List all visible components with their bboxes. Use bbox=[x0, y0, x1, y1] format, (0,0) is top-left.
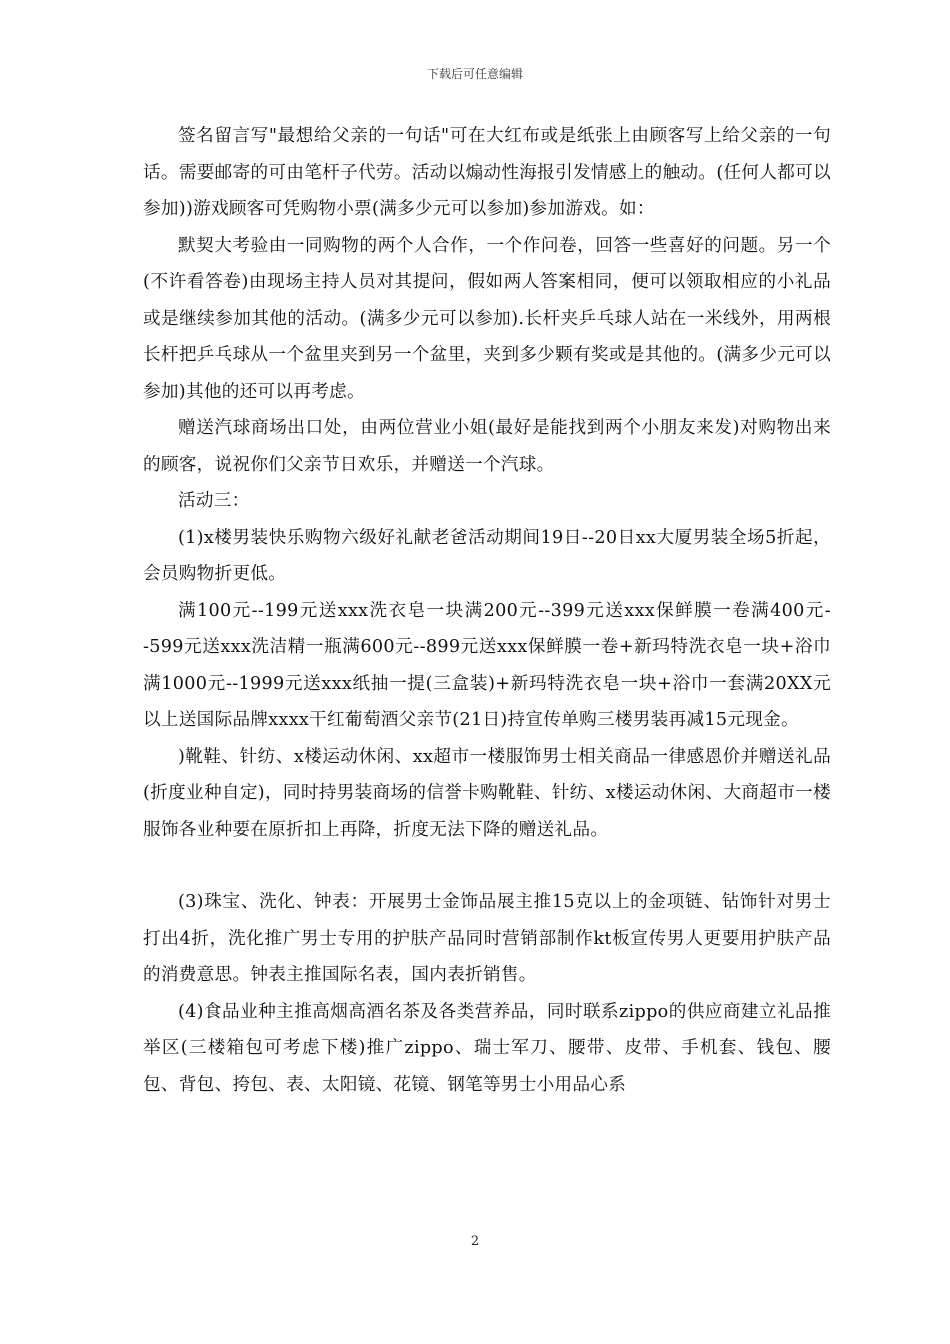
paragraph-food-gifts: (4)食品业种主推高烟高酒名茶及各类营养品，同时联系zippo的供应商建立礼品推举区(三楼箱包可考虑下楼)推广zippo、瑞士军刀、腰带、皮带、手机套、钱包、腰包、背包、挎包、表、太阳镜、花镜、钢笔等男士小用品心系 bbox=[143, 1001, 831, 1095]
paragraph-menswear-promotion: (1)x楼男装快乐购物六级好礼献老爸活动期间19日--20日xx大厦男装全场5折起，会员购物折更低。 bbox=[143, 527, 831, 584]
paragraph-spacer bbox=[143, 848, 831, 884]
paragraph-jewelry-cosmetics-watches: (3)珠宝、洗化、钟表：开展男士金饰品展主推15克以上的金项链、钻饰针对男士打出4折，洗化推广男士专用的护肤产品同时营销部制作kt板宣传男人更要用护肤产品的消费意思。钟表主推国际名表，国内表折销售。 bbox=[143, 892, 831, 985]
section-heading-activity-three: 活动三： bbox=[178, 491, 250, 511]
paragraph-shoes-knitwear: )靴鞋、针纺、x楼运动休闲、xx超市一楼服饰男士相关商品一律感恩价并赠送礼品(折度业种自定)，同时持男装商场的信誉卡购靴鞋、针纺、x楼运动休闲、大商超市一楼服饰各业种要在原折扣上再降，折度无法下降的赠送礼品。 bbox=[143, 746, 831, 840]
paragraph-tacit-test: 默契大考验由一同购物的两个人合作，一个作问卷，回答一些喜好的问题。另一个(不许看答卷)由现场主持人员对其提问，假如两人答案相同，便可以领取相应的小礼品或是继续参加其他的活动。(满多少元可以参加).长杆夹乒乓球人站在一米线外，用两根长杆把乒乓球从一个盆里夹到另一个盆里，夹到多少颗有奖或是其他的。(满多少元可以参加)其他的还可以再考虑。 bbox=[143, 235, 831, 402]
paragraph-signature-message: 签名留言写"最想给父亲的一句话"可在大红布或是纸张上由顾客写上给父亲的一句话。需要邮寄的可由笔杆子代劳。活动以煽动性海报引发情感上的触动。(任何人都可以参加))游戏顾客可凭购物小票(满多少元可以参加)参加游戏。如： bbox=[143, 126, 831, 219]
document-body bbox=[143, 118, 831, 1103]
page-header: 下载后可任意编辑 bbox=[426, 67, 523, 81]
page-number: 2 bbox=[470, 1234, 480, 1249]
paragraph-balloon-gift: 赠送汽球商场出口处，由两位营业小姐(最好是能找到两个小朋友来发)对购物出来的顾客，说祝你们父亲节日欢乐，并赠送一个汽球。 bbox=[143, 418, 831, 475]
paragraph-spending-rewards: 满100元--199元送xxx洗衣皂一块满200元--399元送xxx保鲜膜一卷满400元--599元送xxx洗洁精一瓶满600元--899元送xxx保鲜膜一卷+新玛特洗衣皂一块+浴巾满1000元--1999元送xxx纸抽一提(三盒装)+新玛特洗衣皂一块+浴巾一套满20XX元以上送国际品牌xxxx干红葡萄酒父亲节(21日)持宣传单购三楼男装再减15元现金。 bbox=[143, 600, 831, 730]
